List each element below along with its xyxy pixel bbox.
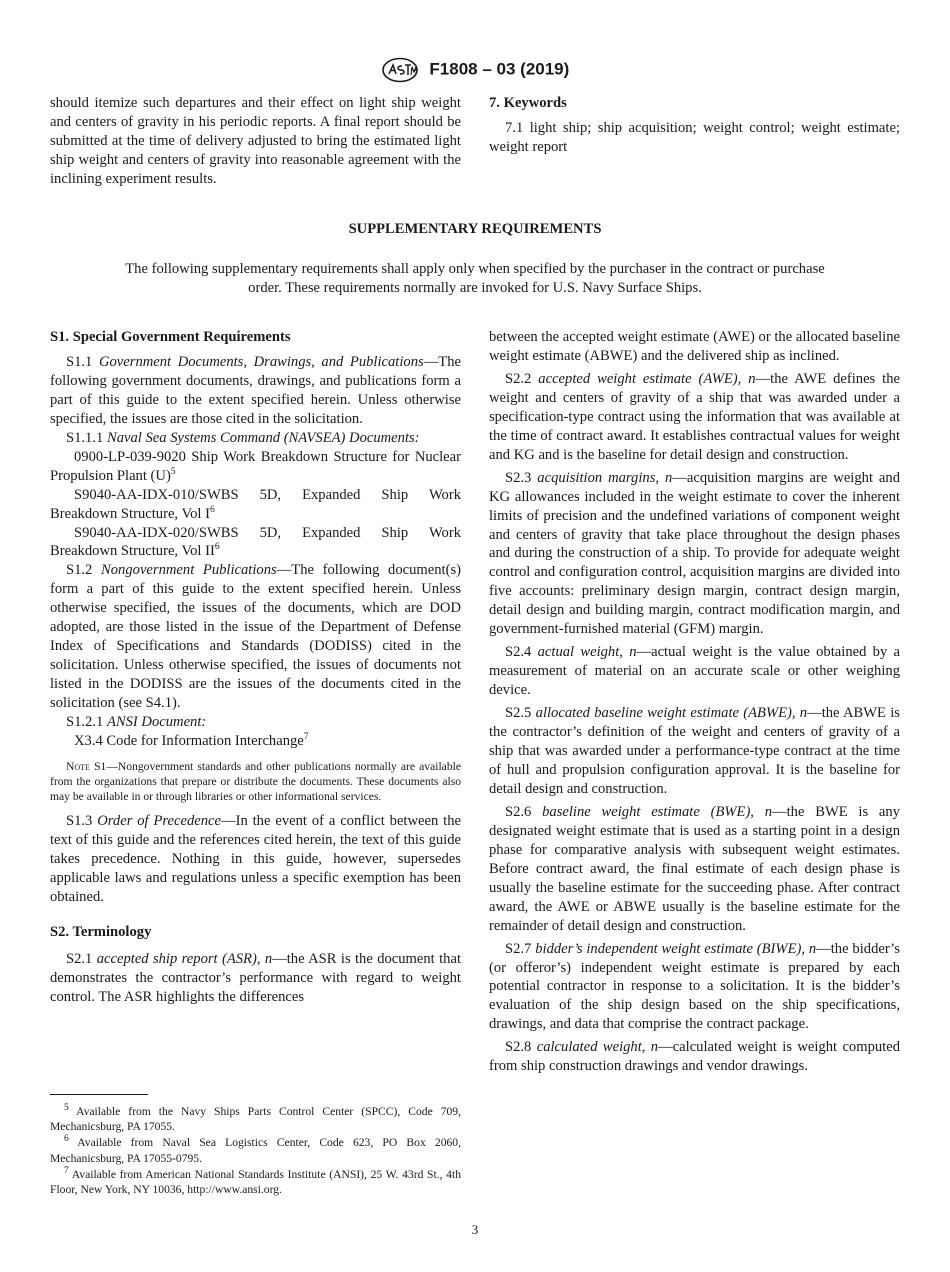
standard-designation: F1808 – 03 (2019) <box>429 59 570 79</box>
doc-item: 0900-LP-039-9020 Ship Work Breakdown Structure for Nuclear Propulsion Plant $(U)^5$ <box>50 448 461 484</box>
s2-heading: S2. Terminology <box>50 923 152 940</box>
s2-4-paragraph: S2.4 actual weight, n—actual weight is the value obtained by a measurement of material on an accurate scale or other weighing device. <box>489 644 900 699</box>
s2-3-paragraph: S2.3 acquisition margins, n—acquisition margins are weight and KG allowances included in the weight estimate to cover the inherent limits of precision and the undefined variations of component weight and centers of gravity that take place throughout the design phases and during the construction of a ship. To provide for adequate weight control and configuration control, acquisition margins are divided into five accounts: preliminary design margin, contract design margin, detail design and building margin, contract modification margin, and government-furnished material (GFM) margin. <box>489 469 901 638</box>
top-left-column <box>50 94 461 189</box>
s2-2-paragraph: S2.2 accepted weight estimate (AWE), n—the AWE defines the weight and centers of gravity of a ship that was awarded under a specification-type contract using the information that was available at the time of contract award. It establishes contractual values for weight and KG and is the baseline for detail design and construction. <box>489 370 900 463</box>
s2-6-paragraph: S2.6 baseline weight estimate (BWE), n—the BWE is any designated weight estimate that is used as a starting point in a design phase for comparative analysis with subsequent weight estimates. Before contract award, the final estimate of each design phase is usually the baseline estimate for the succeeding phase. After contract award, the AWE or ABWE usually is the baseline estimate for the remainder of detail design and construction. <box>489 803 900 934</box>
left-column <box>50 328 461 1007</box>
s1-3-paragraph: S1.3 Order of Precedence—In the event of a conflict between the text of this guide and the references cited herein, the text of this guide takes precedence. Nothing in this guide, however, supersedes applicable laws and regulations unless a specific exemption has been obtained. <box>50 812 461 905</box>
s2-1-continuation: between the accepted weight estimate (AWE) or the allocated baseline weight estimate (ABWE) and the delivered ship as inclined. <box>489 329 900 364</box>
supplementary-intro: The following supplementary requirements shall apply only when specified by the purchaser in the contract or purchase order. These requirements normally are invoked for U.S. Navy Surface Ships. <box>125 261 825 296</box>
footnote-5: $^5$ Available from the Navy Ships Parts Control Center (SPCC), Code 709, Mechanicsburg, PA 17055. <box>50 1103 461 1134</box>
s1-2-paragraph: S1.2 Nongovernment Publications—The following document(s) form a part of this guide to the extent specified herein. Unless otherwise specified, the issues of the documents, which are DOD adopted, are those listed in the issue of the Department of Defense Index of Specifications and Standards (DODISS) cited in the solicitation. Unless otherwise specified, the issues of documents not listed in the DODISS are the issues of the documents cited in the solicitation (see S4.1). <box>50 562 461 712</box>
document-header <box>0 56 950 83</box>
s2-5-paragraph: S2.5 allocated baseline weight estimate (ABWE), n—the ABWE is the contractor’s definition of the weight and centers of gravity of a ship that was awarded under a performance-type contract at the time of hull and propulsion configuration approval. It is the baseline for detail design and construction. <box>489 705 900 797</box>
footnote-6: $^6$ Available from Naval Sea Logistics Center, Code 623, PO Box 2060, Mechanicsburg, PA 17055-0795. <box>50 1134 461 1165</box>
footnotes <box>50 1104 461 1198</box>
right-column <box>489 328 900 1076</box>
s2-7-paragraph: S2.7 bidder’s independent weight estimate (BIWE), n—the bidder’s (or offeror’s) independent weight estimate is prepared by each potential contractor in response to a solicitation. It is the bidder’s evaluation of the ship design based on the ship specifications, drawings, and data that comprise the contract package. <box>489 940 900 1033</box>
top-right-column <box>489 94 900 157</box>
s1-1-paragraph: S1.1 Government Documents, Drawings, and Publications—The following government documents, drawings, and publications form a part of this guide to the extent specified herein. Unless otherwise specified, the issues are those cited in the solicitation. <box>50 353 461 427</box>
note-s1: Note S1—Nongovernment standards and other publications normally are available from the organizations that prepare or distribute the documents. These documents also may be available in or through libraries or other informational services. <box>50 759 461 803</box>
carry-over-paragraph: should itemize such departures and their effect on light ship weight and centers of gravity in his periodic reports. A final report should be submitted at the time of delivery adjusted to bring the estimated light ship weight and centers of gravity into reasonable agreement with the inclining experiment results. <box>50 95 461 187</box>
footnote-7: $^7$ Available from American National Standards Institute (ANSI), 25 W. 43rd St., 4th Floor, New York, NY 10036, http://www.ansi.org. <box>50 1165 461 1197</box>
keywords-heading: 7. Keywords <box>489 95 567 111</box>
astm-logo-icon <box>381 57 419 83</box>
keywords-paragraph: 7.1 light ship; ship acquisition; weight control; weight estimate; weight report <box>489 119 900 155</box>
s1-heading: S1. Special Government Requirements <box>50 329 291 345</box>
doc-item: S9040-AA-IDX-010/SWBS 5D, Expanded Ship Work Breakdown Structure, Vol $I^6$ <box>50 486 461 522</box>
page-number: 3 <box>471 1222 479 1237</box>
doc-item: S9040-AA-IDX-020/SWBS 5D, Expanded Ship Work Breakdown Structure, Vol $II^6$ <box>50 524 461 560</box>
s1-1-1-paragraph: S1.1.1 Naval Sea Systems Command (NAVSEA) Documents: <box>66 429 420 446</box>
s2-8-paragraph: S2.8 calculated weight, n—calculated weight is weight computed from ship construction drawings and vendor drawings. <box>489 1039 900 1075</box>
s2-1-paragraph: S2.1 accepted ship report (ASR), n—the ASR is the document that demonstrates the contractor’s performance with regard to weight control. The ASR highlights the differences <box>50 950 461 1005</box>
footnote-divider <box>50 1094 148 1095</box>
supplementary-title: SUPPLEMENTARY REQUIREMENTS <box>348 221 602 237</box>
s1-2-1-paragraph: S1.2.1 ANSI Document: <box>66 714 207 731</box>
doc-item: X3.4 Code for Information Interchange$^7$ <box>74 732 309 750</box>
